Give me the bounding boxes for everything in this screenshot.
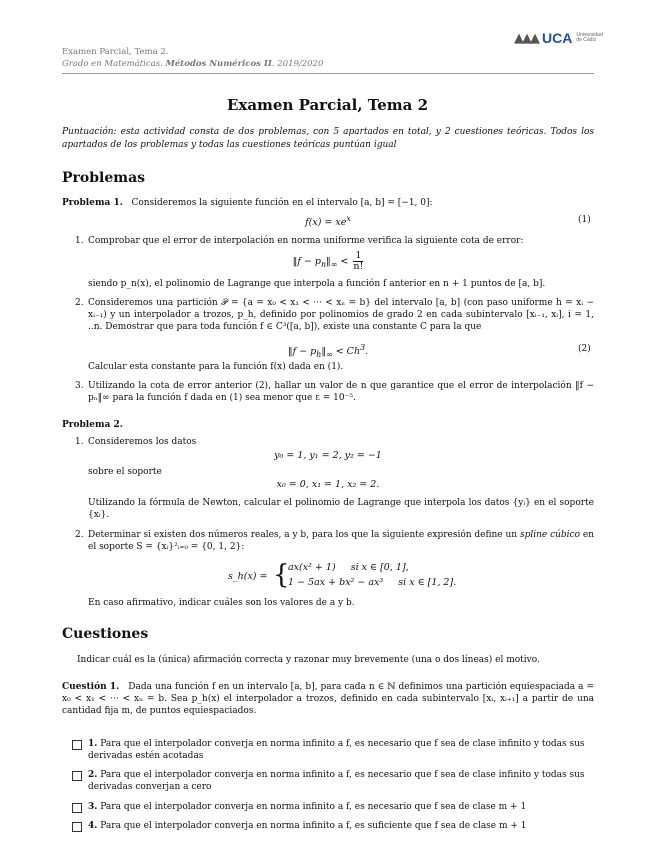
option-2-number: 2. <box>88 770 98 780</box>
option-2[interactable] <box>72 769 594 793</box>
option-1[interactable] <box>72 738 594 762</box>
p1-item-1-fraction <box>353 251 363 272</box>
problem-1-intro <box>62 197 594 209</box>
p2-item-2-text-b: en el soporte S = {xᵢ}²ᵢ₌₀ = {0, 1, 2}: <box>88 530 595 552</box>
equation-2-a: ‖f − p <box>287 346 317 358</box>
p1-item-1-eq-sub: n <box>320 259 327 269</box>
problem-1-label: Problema 1. <box>62 198 123 208</box>
option-3[interactable] <box>72 801 594 813</box>
p2-item-2-text <box>88 529 594 553</box>
page-title: Examen Parcial, Tema 2 <box>226 96 429 114</box>
score-note: Puntuación: esta actividad consta de dos problemas, con 5 apartados en total, y 2 cuestiones teóricas. Todos los apartados de los problemas y todas las cuestiones teóricas puntúan igual <box>62 127 594 150</box>
option-4-text: Para que el interpolador converja en norma infinito a f, es suficiente que f sea de clase m + 1 <box>100 821 527 831</box>
problem-2-label: Problema 2. <box>62 420 123 430</box>
data-x-equation: x₀ = 0, x₁ = 1, x₂ = 2. <box>276 479 380 490</box>
question-1-label: Cuestión 1. <box>62 682 120 692</box>
option-2-content <box>88 769 594 793</box>
section-cuestiones: Cuestiones <box>62 626 149 642</box>
spline-case-1: ax(x² + 1) si x ∈ [0, 1], <box>288 562 409 573</box>
p1-item-1-equation <box>62 251 594 272</box>
soporte-text: sobre el soporte <box>88 467 162 477</box>
equation-1-number: (1) <box>578 215 591 225</box>
p1-item-1-eq-a: ‖f − p <box>292 256 321 267</box>
option-3-text: Para que el interpolador converja en norma infinito a f, es necesario que f sea de clase m + 1 <box>100 802 527 812</box>
option-2-checkbox[interactable] <box>72 771 82 781</box>
data-y-equation: y₀ = 1, y₁ = 2, y₂ = −1 <box>274 450 382 461</box>
problem-1-intro-text: Consideremos la siguiente función en el intervalo [a, b] = [−1, 0]: <box>131 198 433 208</box>
p1-item-3-text: Utilizando la cota de error anterior (2), hallar un valor de n que garantice que el error de interpolación ‖f − pₙ‖∞ para la función f dada en (1) sea menor que ε = 10⁻⁵. <box>88 381 594 403</box>
spline-lhs: s_h(x) = <box>228 571 268 582</box>
p1-item-3-num: 3. <box>75 381 84 391</box>
p1-item-1-after: siendo p_n(x), el polinomio de Lagrange que interpola a función f anterior en n + 1 puntos de [a, b]. <box>88 279 546 289</box>
equation-2-exp: 3 <box>360 343 366 352</box>
header-course-prefix: Grado en Matemáticas. <box>62 59 166 69</box>
equation-1-body: f(x) = xe <box>305 217 347 229</box>
equation-2-sub: h <box>316 350 322 360</box>
cuestiones-intro: Indicar cuál es la (única) afirmación correcta y razonar muy brevemente (una o dos líneas) el motivo. <box>77 655 540 665</box>
option-1-number: 1. <box>88 739 98 749</box>
p1-item-1-num: 1. <box>75 236 84 246</box>
uca-logo-sub-1: Universidad <box>576 31 603 38</box>
p1-item-1-eq-lt: < <box>337 256 352 267</box>
option-2-text: Para que el interpolador converja en norma infinito a f, es necesario que f sea de clase infinito y todas sus derivadas converjan a cero <box>88 770 585 792</box>
header-line-2 <box>62 59 323 69</box>
equation-1-exp: x <box>346 214 351 223</box>
equation-1 <box>62 214 594 228</box>
uca-logo <box>514 30 606 46</box>
p1-item-2-num: 2. <box>75 298 84 308</box>
p2-item-1-text: Consideremos los datos <box>88 437 197 447</box>
option-4-number: 4. <box>88 821 98 831</box>
equation-2-dot: . <box>365 346 369 358</box>
fraction-numerator: 1 <box>355 250 362 261</box>
equation-2-b: ‖ <box>321 346 327 358</box>
question-1 <box>62 681 594 717</box>
p2-item-2-num: 2. <box>75 530 84 540</box>
spline-case-2: 1 − 5ax + bx² − ax³ si x ∈ [1, 2]. <box>288 577 457 588</box>
header-rule <box>62 73 594 74</box>
option-4[interactable] <box>72 820 594 832</box>
header-course-year: . 2019/2020 <box>271 59 324 69</box>
p1-item-2-text: Consideremos una partición 𝒫 = {a = x₀ < x₁ < ··· < xₙ = b} del intervalo [a, b] (con paso uniforme h = xᵢ − xᵢ₋₁) y un interpolador a trozos, p_h, definido por polinomios de grado 2 en cada subintervalo [xᵢ₋₁, xᵢ], i = 1, ..n. Demostrar que para toda función f ∈ C³([a, b]), existe una constante C para la que <box>88 298 594 332</box>
p2-item-2-text-emphasis: spline cúbico <box>519 530 581 540</box>
fraction-denominator: n! <box>353 261 364 272</box>
option-1-checkbox[interactable] <box>72 740 82 750</box>
section-problemas: Problemas <box>62 170 146 186</box>
option-1-text: Para que el interpolador converja en norma infinito a f, es necesario que f sea de clase infinito y todas sus derivadas estén acotadas <box>88 739 585 761</box>
equation-2-inf: ∞ <box>326 350 333 360</box>
option-4-checkbox[interactable] <box>72 822 82 832</box>
p1-item-1-text: Comprobar que el error de interpolación en norma uniforme verifica la siguiente cota de error: <box>88 236 524 246</box>
uca-logo-sub-2: de Cádiz <box>576 37 597 43</box>
p2-item-2-text-a: Determinar si existen dos números reales, a y b, para los que la siguiente expresión define un <box>88 530 520 540</box>
p1-item-1-eq-b: ‖ <box>326 256 331 267</box>
p2-item-2-after: En caso afirmativo, indicar cuáles son los valores de a y b. <box>88 598 355 608</box>
option-3-checkbox[interactable] <box>72 803 82 813</box>
uca-logo-icon: ▲▲▲ <box>514 30 538 46</box>
equation-2-number: (2) <box>578 344 591 354</box>
header-course-name: Métodos Numéricos II <box>165 59 272 69</box>
uca-logo-subtext <box>576 33 606 44</box>
equation-2-rhs: < Ch <box>332 346 361 358</box>
p1-item-2-after: Calcular esta constante para la función f(x) dada en (1). <box>88 362 344 372</box>
option-3-number: 3. <box>88 802 98 812</box>
equation-2 <box>62 343 594 359</box>
uca-logo-text: UCA <box>542 30 573 46</box>
p2-item-1-after: Utilizando la fórmula de Newton, calcular el polinomio de Lagrange que interpola los datos {yᵢ} en el soporte {xᵢ}. <box>88 498 594 520</box>
question-1-text: Dada una función f en un intervalo [a, b], para cada n ∈ ℕ definimos una partición equiespaciada a = x₀ < x₁ < ··· < xₙ = b. Sea p_h(x) el interpolador a trozos, definido en cada subintervalo [xᵢ, xᵢ₊₁] a partir de una cantidad fija m, de puntos equiespaciados. <box>62 682 594 716</box>
header-line-1: Examen Parcial, Tema 2. <box>62 47 169 57</box>
p1-item-1-eq-inf: ∞ <box>330 259 338 269</box>
option-3-content <box>88 801 594 813</box>
option-1-content <box>88 738 594 762</box>
spline-brace: { <box>273 560 290 590</box>
p2-item-1-num: 1. <box>75 437 84 447</box>
option-4-content <box>88 820 594 832</box>
